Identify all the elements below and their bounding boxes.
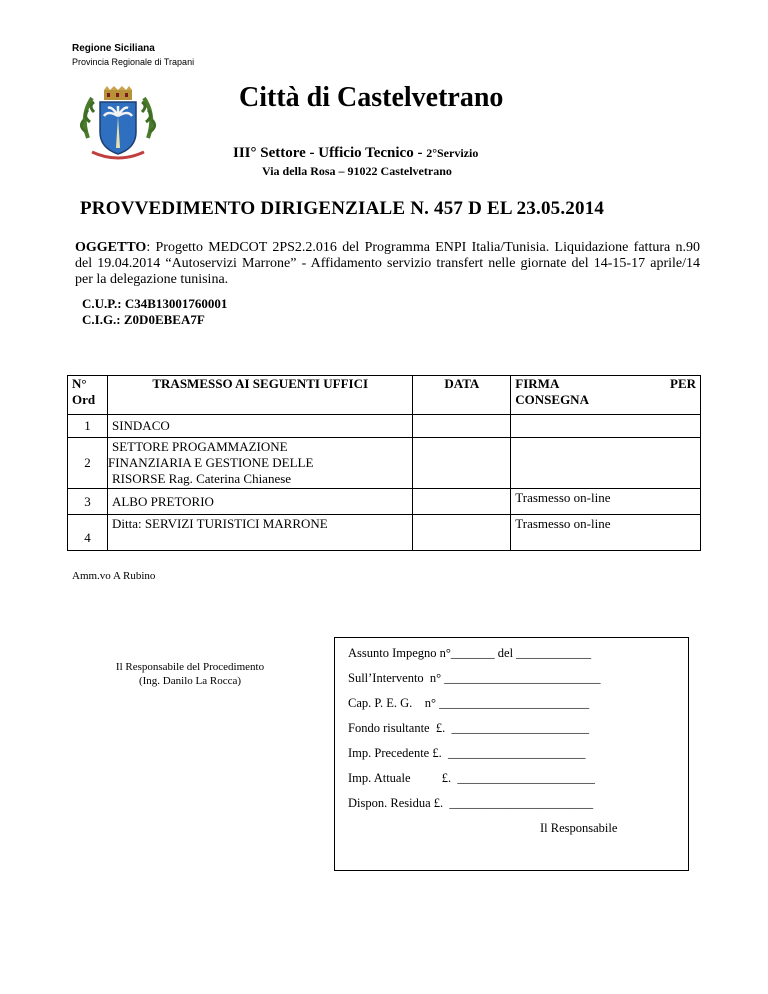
cig-code: C.I.G.: Z0D0EBEA7F bbox=[82, 312, 205, 327]
accounting-line: Imp. Attuale £. ______________________ bbox=[348, 771, 595, 785]
accounting-line: Assunto Impegno n°_______ del ____________ bbox=[348, 646, 592, 660]
row-number: 1 bbox=[68, 415, 108, 438]
city-title: Città di Castelvetrano bbox=[239, 82, 504, 113]
subject-label: OGGETTO bbox=[75, 240, 147, 255]
procedure-manager-name: (Ing. Danilo La Rocca) bbox=[138, 675, 241, 687]
sector-heading bbox=[233, 145, 478, 162]
subject-text: : Progetto MEDCOT 2PS2.2.016 del Programma ENPI Italia/Tunisia. Liquidazione fattura n.90 del 19.04.2014 “Autoservizi Marrone” - Affidamento servizio transfert nelle giornate del 14-15-17 aprile/14 per la delegazione tunisina. bbox=[75, 240, 700, 287]
header-number-line1: N° bbox=[72, 376, 87, 391]
accounting-line: Fondo risultante £. ______________________ bbox=[348, 721, 589, 735]
row-number: 4 bbox=[68, 515, 108, 551]
row-signature: Trasmesso on-line bbox=[511, 515, 701, 551]
header-offices: TRASMESSO AI SEGUENTI UFFICI bbox=[107, 376, 412, 415]
accounting-signature: Il Responsabile bbox=[540, 821, 618, 835]
table-header-row bbox=[68, 376, 701, 415]
transmission-table bbox=[67, 375, 701, 551]
row-office: ALBO PRETORIO bbox=[107, 489, 412, 515]
row-number: 3 bbox=[68, 489, 108, 515]
coat-of-arms-icon bbox=[74, 86, 162, 166]
province-name: Provincia Regionale di Trapani bbox=[72, 57, 195, 67]
header-number-line2: Ord bbox=[72, 392, 96, 407]
accounting-line: Cap. P. E. G. n° ________________________ bbox=[348, 696, 590, 710]
row-office: Ditta: SERVIZI TURISTICI MARRONE bbox=[107, 515, 412, 551]
row-office-line: SETTORE PROGAMMAZIONE bbox=[111, 439, 288, 454]
table-row bbox=[68, 489, 701, 515]
table-row bbox=[68, 438, 701, 489]
office-address: Via della Rosa – 91022 Castelvetrano bbox=[262, 164, 452, 178]
header-signature bbox=[511, 376, 701, 415]
row-office-line: FINANZIARIA E GESTIONE DELLE bbox=[107, 455, 314, 470]
header-number bbox=[68, 376, 108, 415]
row-date bbox=[413, 489, 511, 515]
row-office bbox=[107, 438, 412, 489]
row-signature bbox=[511, 438, 701, 489]
header-signature-line2: CONSEGNA bbox=[515, 392, 589, 407]
cup-code: C.U.P.: C34B13001760001 bbox=[82, 296, 228, 311]
row-date bbox=[413, 515, 511, 551]
region-name: Regione Siciliana bbox=[72, 43, 155, 54]
procedure-manager bbox=[100, 660, 280, 688]
document-title: PROVVEDIMENTO DIRIGENZIALE N. 457 D EL 23.05.2014 bbox=[80, 198, 605, 219]
accounting-line: Sull’Intervento n° _________________________ bbox=[348, 671, 601, 685]
row-signature bbox=[511, 415, 701, 438]
accounting-line: Imp. Precedente £. ______________________ bbox=[348, 746, 586, 760]
row-office: SINDACO bbox=[107, 415, 412, 438]
row-office-line: RISORSE Rag. Caterina Chianese bbox=[111, 471, 292, 486]
subject-paragraph bbox=[75, 240, 700, 288]
administrator-note: Amm.vo A Rubino bbox=[72, 570, 156, 582]
row-number: 2 bbox=[68, 438, 108, 489]
row-date bbox=[413, 415, 511, 438]
procedure-manager-title: Il Responsabile del Procedimento bbox=[115, 661, 265, 673]
sector-main: III° Settore - Ufficio Tecnico - bbox=[233, 145, 427, 161]
header-signature-line1: FIRMA bbox=[515, 376, 560, 391]
header-signature-per: PER bbox=[670, 376, 696, 391]
accounting-line: Dispon. Residua £. _______________________ bbox=[348, 796, 594, 810]
sector-service: 2°Servizio bbox=[426, 146, 479, 160]
table-row bbox=[68, 515, 701, 551]
accounting-box bbox=[334, 637, 689, 871]
row-date bbox=[413, 438, 511, 489]
row-signature: Trasmesso on-line bbox=[511, 489, 701, 515]
header-date: DATA bbox=[413, 376, 511, 415]
table-row bbox=[68, 415, 701, 438]
